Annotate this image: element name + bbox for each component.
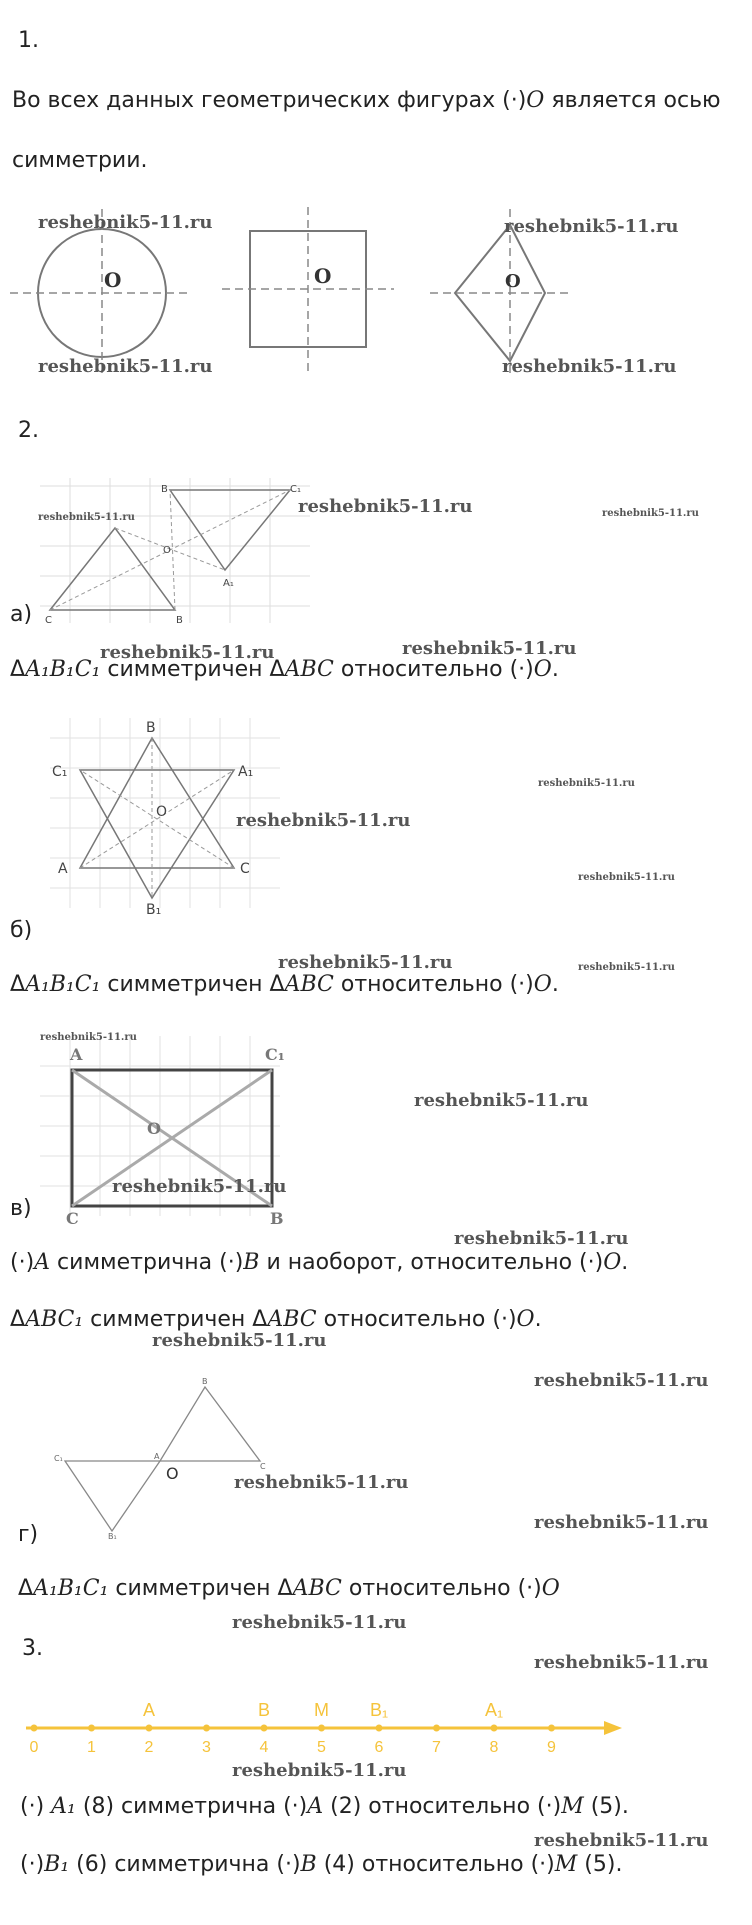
task3-statement-2: (·)B₁ (6) симметрична (·)B (4) относительно (·)M (5). [20,1852,623,1877]
tick-label: 2 [144,1739,154,1756]
task2v-statement-1: (·)A симметрична (·)B и наоборот, относительно (·)O. [10,1250,629,1275]
task2a-label: а) [10,602,33,627]
watermark: reshebnik5-11.ru [234,1472,409,1493]
watermark: reshebnik5-11.ru [100,642,275,663]
svg-text:C: C [66,1209,79,1228]
tick-label: 0 [29,1739,39,1756]
svg-text:C₁: C₁ [265,1045,285,1064]
svg-text:B: B [161,484,168,495]
triangle-a1b1c1 [80,770,234,898]
task3-statement-1: (·) A₁ (8) симметрична (·)A (2) относительно (·)M (5). [20,1794,629,1819]
svg-text:C₁: C₁ [52,764,68,780]
svg-text:A₁: A₁ [238,764,254,780]
tick-dot [491,1725,498,1732]
tick-dot [261,1725,268,1732]
task2g-label: г) [18,1522,39,1547]
tick-dot [318,1725,325,1732]
point-label: B [257,1700,271,1720]
point-label: M [314,1700,329,1720]
task2v-statement-2: ΔABC₁ симметричен ΔABC относительно (·)O. [10,1307,542,1332]
watermark: reshebnik5-11.ru [534,1830,709,1851]
tick-label: 9 [547,1739,556,1756]
tick-label: 5 [317,1739,326,1756]
fig-rhombus-center-label: O [505,271,521,292]
triangle-abc [160,1387,260,1461]
watermark: reshebnik5-11.ru [112,1176,287,1197]
svg-text:C: C [45,615,52,626]
svg-text:B: B [176,615,183,626]
watermark: reshebnik5-11.ru [152,1330,327,1351]
svg-text:C₁: C₁ [54,1454,63,1463]
watermark: reshebnik5-11.ru [602,508,699,519]
svg-text:C₁: C₁ [290,484,301,495]
fig-circle-center-label: O [104,268,122,292]
tick-label: 7 [432,1739,441,1756]
watermark: reshebnik5-11.ru [534,1652,709,1673]
task2v-label: в) [10,1196,32,1221]
svg-text:B: B [146,720,156,736]
watermark: reshebnik5-11.ru [40,1032,137,1043]
svg-text:B₁: B₁ [146,902,162,918]
task2g-statement: ΔA₁B₁C₁ симметричен ΔABC относительно (·)O [18,1576,560,1601]
watermark: reshebnik5-11.ru [578,872,675,883]
watermark: reshebnik5-11.ru [578,962,675,973]
triangle-a1b1c1 [65,1461,160,1531]
tick-label: 8 [489,1739,499,1756]
watermark: reshebnik5-11.ru [534,1512,709,1533]
svg-text:B₁: B₁ [108,1532,117,1541]
watermark: reshebnik5-11.ru [232,1612,407,1633]
watermark: reshebnik5-11.ru [402,638,577,659]
point-label: A₁ [484,1700,504,1720]
triangle-abc [50,528,175,610]
tick-dot [31,1725,38,1732]
watermark: reshebnik5-11.ru [504,216,679,237]
arrow-right-icon [604,1721,622,1735]
task2a-figure [40,478,310,628]
task2g-figure [50,1375,290,1540]
watermark: reshebnik5-11.ru [298,496,473,517]
triangle-abc [80,738,234,868]
tick-dot [376,1725,383,1732]
task1-text-line2: симметрии. [12,148,148,173]
tick-dot [433,1725,440,1732]
svg-text:C: C [260,1462,266,1471]
task2-number: 2. [18,418,39,443]
svg-text:A: A [58,861,68,877]
tick-dot [548,1725,555,1732]
svg-text:O: O [166,1464,179,1483]
watermark: reshebnik5-11.ru [236,810,411,831]
watermark: reshebnik5-11.ru [454,1228,629,1249]
svg-text:O: O [163,545,171,556]
watermark: reshebnik5-11.ru [232,1760,407,1781]
watermark: reshebnik5-11.ru [502,356,677,377]
svg-text:C: C [240,861,250,877]
task3-number: 3. [22,1636,43,1661]
task2b-statement: ΔA₁B₁C₁ симметричен ΔABC относительно (·)O. [10,972,559,997]
tick-dot [88,1725,95,1732]
task1-text-line1: Во всех данных геометрических фигурах (·)O является осью [12,88,721,113]
svg-text:B: B [202,1377,208,1386]
watermark: reshebnik5-11.ru [414,1090,589,1111]
svg-text:O: O [156,804,168,820]
tick-label: 3 [202,1739,211,1756]
number-line [0,1690,752,1760]
tick-dot [203,1725,210,1732]
tick-label: 6 [374,1739,384,1756]
tick-label: 4 [259,1739,269,1756]
task2b-label: б) [10,918,33,943]
task1-number: 1. [18,28,39,53]
point-label: A [142,1700,156,1720]
point-label: B₁ [369,1700,389,1720]
watermark: reshebnik5-11.ru [38,356,213,377]
svg-text:A₁: A₁ [223,578,234,589]
watermark: reshebnik5-11.ru [38,512,135,523]
tick-dot [146,1725,153,1732]
fig-square-center-label: O [314,264,332,288]
svg-text:A: A [154,1452,160,1461]
watermark: reshebnik5-11.ru [534,1370,709,1391]
svg-text:A: A [70,1045,83,1064]
watermark: reshebnik5-11.ru [538,778,635,789]
watermark: reshebnik5-11.ru [278,952,453,973]
task2a-statement: ΔA₁B₁C₁ симметричен ΔABC относительно (·)O. [10,657,559,682]
svg-text:B: B [270,1209,284,1228]
watermark: reshebnik5-11.ru [38,212,213,233]
svg-text:O: O [147,1119,161,1138]
tick-label: 1 [87,1739,96,1756]
